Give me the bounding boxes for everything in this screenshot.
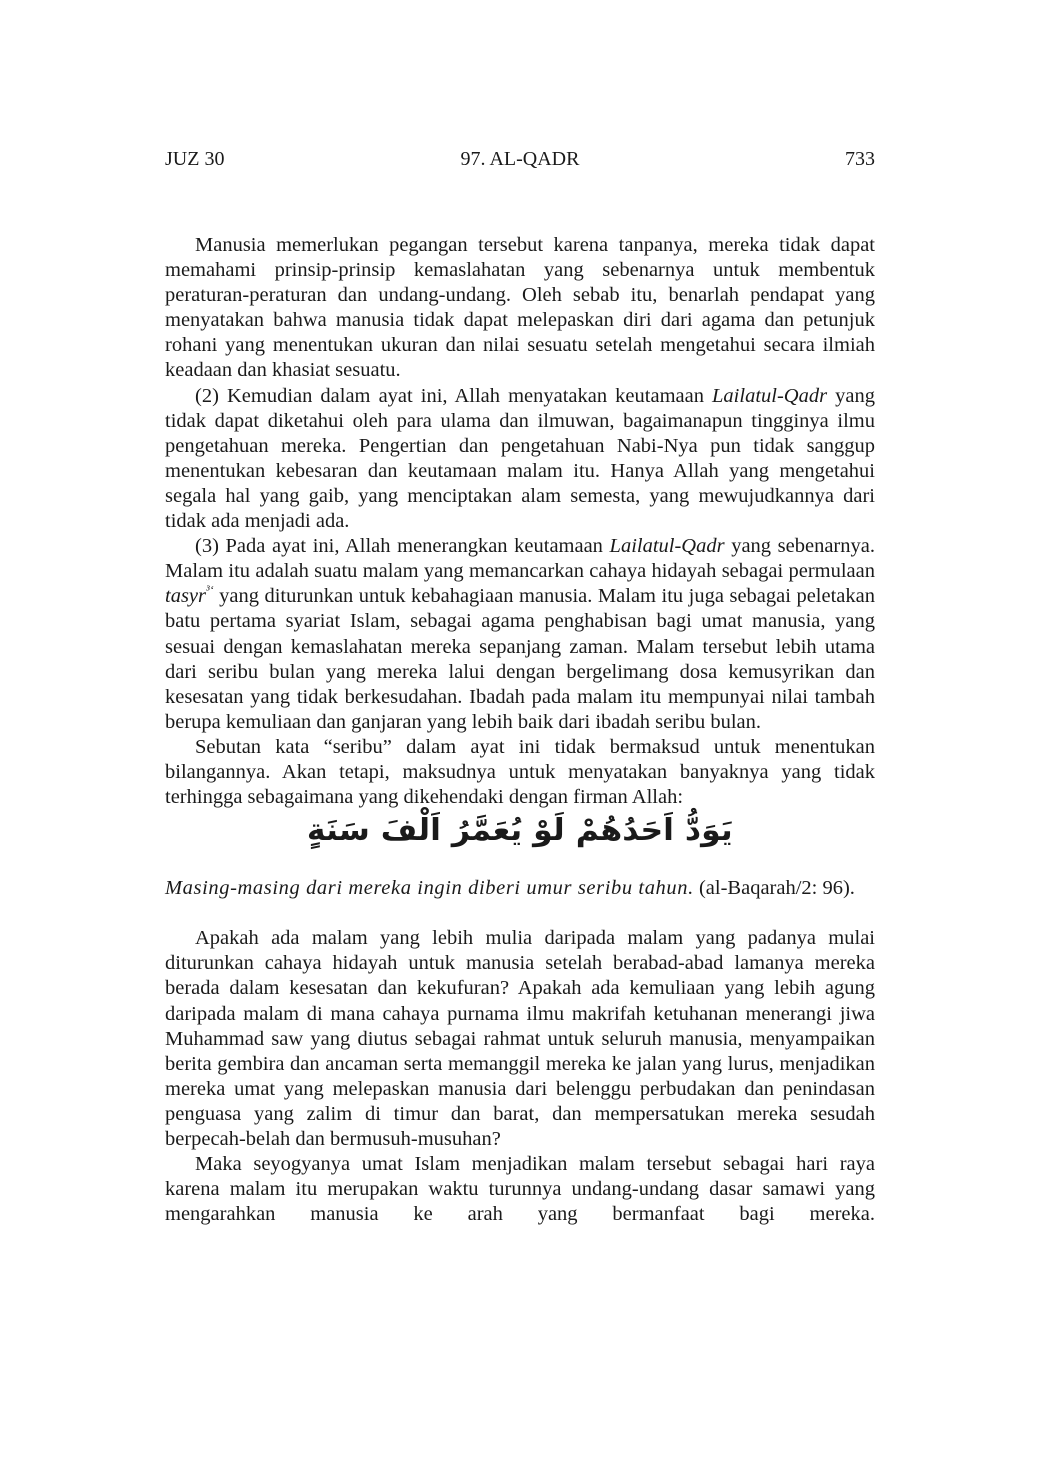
- paragraph-2-text-b: yang tidak dapat diketahui oleh para ulama dan ilmuwan, bagaimanapun tingginya ilmu pengetahuan mereka. Pengertian dan pengetahuan Nabi-Nya pun tidak sanggup menentukan kebesaran dan keutamaan malam itu. Hanya Allah yang mengetahui segala hal yang gaib, yang menciptakan alam semesta, yang mewujudkannya dari tidak ada menjadi ada.: [165, 384, 875, 533]
- term-lailatul-qadr: Lailatul-Qadr: [712, 384, 828, 407]
- paragraph-4: Sebutan kata “seribu” dalam ayat ini tidak bermaksud untuk menentukan bilangannya. Akan tetapi, maksudnya untuk menyatakan banyaknya yang tidak terhingga sebagaimana yang dikehendaki dengan firman Allah:: [165, 735, 875, 809]
- surah-title: 97. AL-QADR: [460, 148, 580, 170]
- arabic-verse: [165, 813, 875, 870]
- paragraph-2-text-a: (2) Kemudian dalam ayat ini, Allah menyatakan keutamaan: [195, 384, 713, 407]
- verse-translation: [165, 876, 875, 901]
- translation-text: Masing-masing dari mereka ingin diberi umur seribu tahun.: [165, 877, 694, 900]
- running-header: [165, 146, 875, 172]
- page-number: 733: [845, 148, 875, 170]
- paragraph-2: [165, 384, 875, 535]
- term-tasyri-superscript: ³‘: [206, 583, 214, 598]
- paragraph-3: [165, 534, 875, 735]
- paragraph-3-text-b: yang sebenarnya. Malam itu adalah suatu malam yang memancarkan cahaya hidayah sebagai permulaan: [165, 535, 875, 583]
- paragraph-3-text-c: yang diturunkan untuk kebahagiaan manusia. Malam itu juga sebagai peletakan batu pertama syariat Islam, sebagai agama penghabisan bagi umat manusia, yang sesuai dengan kemaslahatan mereka sepanjang zaman. Malam tersebut lebih utama dari seribu bulan yang mereka lalui dengan bergelimang dosa kemusyrikan dan kesesatan yang tidak berkesudahan. Ibadah pada malam itu mempunyai nilai tambah berupa kemuliaan dan ganjaran yang lebih baik dari ibadah seribu bulan.: [165, 585, 875, 733]
- translation-reference: (al-Baqarah/2: 96).: [693, 877, 855, 900]
- paragraph-3-text-a: (3) Pada ayat ini, Allah menerangkan keutamaan: [195, 535, 610, 558]
- term-tasyri: tasyr$^{^3‘}$: [165, 583, 214, 608]
- main-text: [165, 233, 875, 1227]
- paragraph-1: Manusia memerlukan pegangan tersebut karena tanpanya, mereka tidak dapat memahami prinsip-prinsip kemaslahatan yang sebenarnya untuk membentuk peraturan-peraturan dan undang-undang. Oleh sebab itu, benarlah pendapat yang menyatakan bahwa manusia tidak dapat melepaskan diri dari agama dan petunjuk rohani yang menentukan ukuran dan nilai sesuatu setelah mengetahui secara ilmiah keadaan dan khasiat sesuatu.: [165, 234, 875, 382]
- paragraph-5: Apakah ada malam yang lebih mulia daripada malam yang padanya mulai diturunkan cahaya hidayah untuk manusia setelah berabad-abad lamanya mereka berada dalam kesesatan dan kekufuran? Apakah ada kemuliaan yang lebih agung daripada malam di mana cahaya purnama ilmu makrifah ketuhanan menerangi jiwa Muhammad saw yang diutus sebagai rahmat untuk seluruh manusia, menyampaikan berita gembira dan ancaman serta memanggil mereka ke jalan yang lurus, menjadikan mereka umat yang melepaskan manusia dari belenggu perbudakan dan penindasan penguasa yang zalim di timur dan barat, dan mempersatukan mereka sesudah berpecah-belah dan bermusuh-musuhan?: [165, 927, 875, 1150]
- arabic-verse-text: يَوَدُّ اَحَدُهُمْ لَوْ يُعَمَّرُ اَلْفَ سَنَةٍ: [307, 813, 733, 849]
- term-lailatul-qadr: Lailatul-Qadr: [609, 535, 725, 558]
- juz-label: JUZ 30: [165, 148, 225, 170]
- paragraph-6: Maka seyogyanya umat Islam menjadikan malam tersebut sebagai hari raya karena malam itu merupakan waktu turunnya undang-undang dasar samawi yang mengarahkan manusia ke arah yang bermanfaat bagi mereka.: [165, 1153, 875, 1226]
